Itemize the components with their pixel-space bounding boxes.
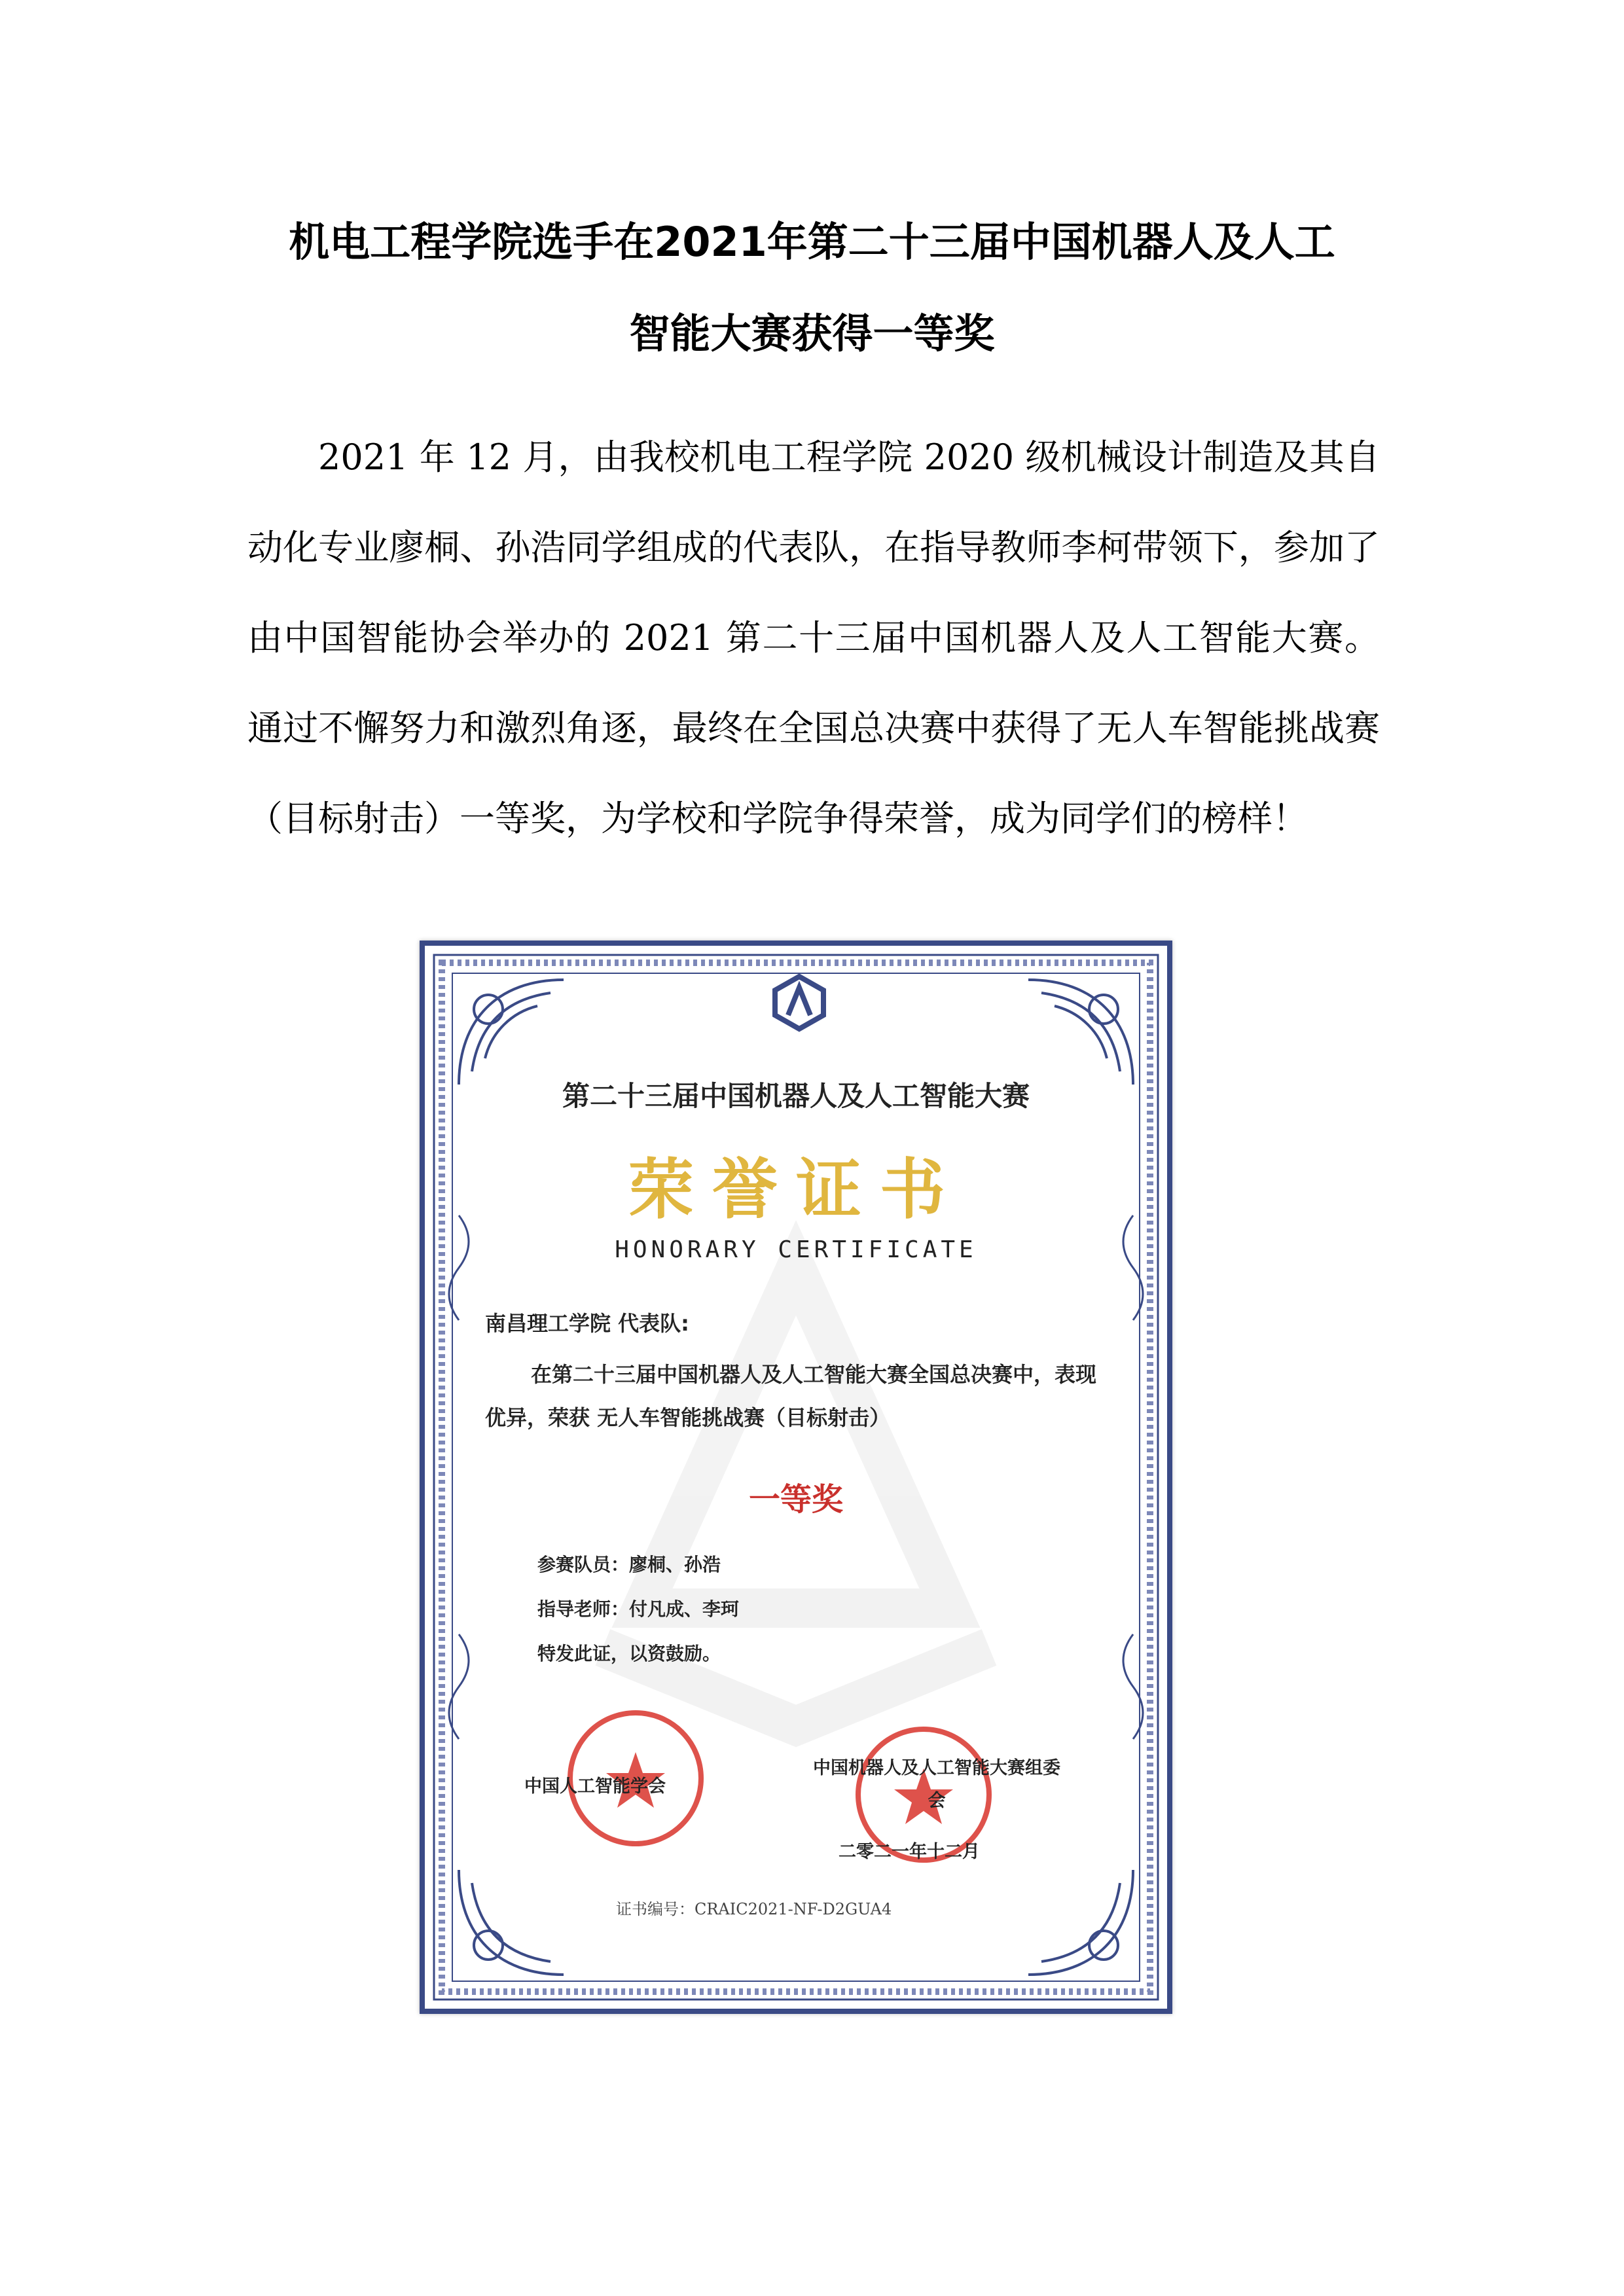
article-title [216,196,1408,380]
article-body [247,412,1380,864]
certificate-image [420,941,1172,2014]
certificate-closing: 特发此证，以资鼓励。 [537,1643,721,1664]
certificate-number: 证书编号：CRAIC2021-NF-D2GUA4 [616,1900,892,1918]
certificate-date: 二零二一年十二月 [839,1842,980,1862]
certificate-issuer-2: 中国机器人及人工智能大赛组委会 [813,1758,1060,1811]
certificate-issuer-1: 中国人工智能学会 [524,1776,666,1797]
article-title-line-1: 机电工程学院选手在2021年第二十三届中国机器人及人工 [289,218,1335,266]
certificate-english-heading: HONORARY CERTIFICATE [615,1236,977,1263]
certificate-advisors: 指导老师：付凡成、李珂 [537,1598,740,1620]
certificate-heading: 荣誉证书 [628,1151,964,1228]
certificate-members: 参赛队员：廖桐、孙浩 [537,1554,721,1575]
article-paragraph: 2021 年 12 月，由我校机电工程学院 2020 级机械设计制造及其自动化专业廖桐、孙浩同学组成的代表队，在指导教师李柯带领下，参加了由中国智能协会举办的 2021 第二十三届中国机器人及人工智能大赛。通过不懈努力和激烈角逐，最终在全国总决赛中获得了无人车智能挑战赛（目标射击）一等奖，为学校和学院争得荣誉，成为同学们的榜样！ [247,437,1380,839]
certificate-body: 在第二十三届中国机器人及人工智能大赛全国总决赛中，表现优异，荣获 无人车智能挑战赛（目标射击） [485,1362,1097,1430]
craic-logo-icon [770,973,829,1032]
certificate-event-name: 第二十三届中国机器人及人工智能大赛 [562,1080,1030,1112]
certificate-award: 一等奖 [748,1481,843,1518]
article-title-line-2: 智能大赛获得一等奖 [629,310,995,357]
certificate-recipient: 南昌理工学院 代表队: [485,1311,689,1336]
